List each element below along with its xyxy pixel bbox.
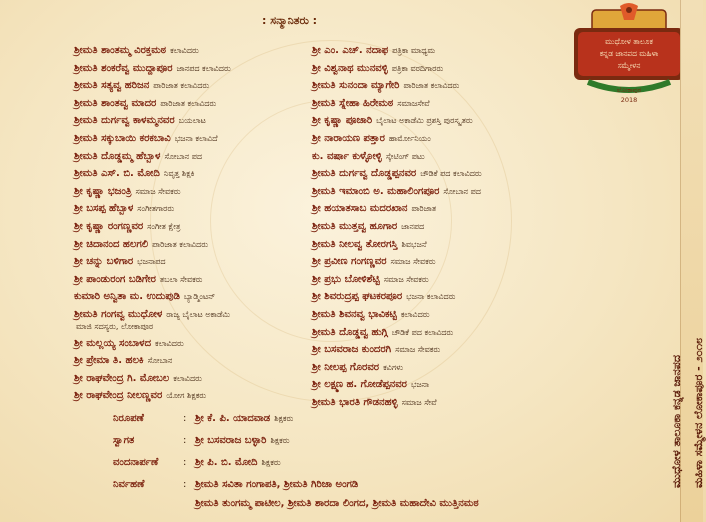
honoree-role: ಸಮಾಜ ಸೇವಕರು (390, 257, 436, 267)
honoree-row (312, 285, 482, 303)
honoree-role: ಕಲಾವಿದರು (155, 338, 184, 348)
honoree-row (74, 162, 231, 180)
honoree-row (312, 57, 482, 75)
honoree-name: ಶ್ರೀಮತಿ ಶಿವನವ್ವ ಭಾವಿಕಟ್ಟಿ (312, 308, 397, 320)
honoree-role: ಪಾರಿಜಾತ ಕಲಾವಿದರು (152, 239, 208, 249)
honoree-name: ಶ್ರೀಮತಿ ಸಕ್ಕುಬಾಯಿ ಕರಕಬಾವಿ (74, 132, 171, 144)
honoree-name: ಶ್ರೀ ಪ್ರಭು ಬೋಳಿಶೆಟ್ಟಿ (312, 273, 380, 285)
honoree-name: ಶ್ರೀಮತಿ ಸತ್ಯವ್ವ ಹರಿಜನ (74, 80, 150, 92)
honoree-name: ಶ್ರೀ ಚಿದಾನಂದ ಹಲಗಲಿ (74, 238, 149, 250)
honoree-row (74, 285, 231, 303)
honoree-row (312, 233, 482, 251)
festival-logo (568, 2, 690, 112)
organizers-label: ನಿರ್ವಹಣೆ (113, 479, 145, 490)
honorees-left-column (74, 39, 231, 402)
honoree-name: ಶ್ರೀ ಕೃಷ್ಣಾ ಪೂಜಾರಿ (312, 115, 373, 127)
honoree-name: ಶ್ರೀಮತಿ ಎಸ್. ಬಿ. ಮೋದಿ (74, 168, 160, 180)
honoree-row (74, 74, 231, 92)
honoree-role: ಹಾರ್ಮೋನಿಯಂ (388, 133, 431, 143)
honoree-name: ಶ್ರೀ ನಾರಾಯಣ ಪತ್ತಾರ (312, 132, 385, 144)
honoree-name: ಶ್ರೀ ರಾಘವೇಂದ್ರ ಗಿ. ಮೋಬಲ (74, 372, 170, 384)
honoree-name: ಶ್ರೀಮತಿ ಸ್ನೇಹಾ ಹಿರೇಮಠ (312, 97, 394, 109)
honoree-row (74, 303, 231, 321)
credit-label: ವಂದನಾರ್ಪಣೆ (113, 457, 159, 468)
honoree-role-extra: ಮಾಜಿ ಸದಸ್ಯರು, ಲೋಕಾಪೂರ (76, 321, 154, 331)
honoree-name: ಶ್ರೀ ಕೃಷ್ಣಾ ಭಜಂತ್ರಿ (74, 185, 132, 197)
credit-label: ಸ್ವಾಗತ (113, 435, 135, 446)
logo-line-4: ಲೋಕಾಪುರ (616, 86, 642, 94)
honoree-role: ಚೌಡಿಕೆ ಪದ ಕಲಾವಿದರು (420, 169, 482, 179)
honoree-name: ಕು. ವರ್ಷಾ ಕುಳ್ಳೋಳ್ಳಿ (312, 150, 382, 162)
honoree-row (74, 197, 231, 215)
honoree-role: ಕಲಾವಿದರು (170, 46, 199, 55)
honoree-name: ಶ್ರೀಮತಿ ದುರ್ಗವ್ವ ದೊಡ್ಡಪ್ಪನವರ (312, 168, 417, 180)
honoree-row (74, 180, 231, 198)
credit-role: ಶಿಕ್ಷಕರು (261, 458, 281, 467)
honoree-row (312, 197, 482, 215)
honoree-row (312, 180, 482, 198)
honoree-row (312, 145, 482, 163)
honoree-name: ಶ್ರೀ ಲಕ್ಷ್ಮಣ ಹ. ಗೋಡೆಪ್ಪನವರ (312, 379, 407, 391)
honoree-name: ಶ್ರೀ ರಾಘವೇಂದ್ರ ನೀಲಣ್ಣವರ (74, 390, 163, 402)
honoree-name: ಶ್ರೀ ವಿಶ್ವನಾಥ ಮುನವಳ್ಳಿ (312, 62, 388, 74)
honoree-row (74, 145, 231, 163)
credit-row: ವಂದನಾರ್ಪಣೆ : ಶ್ರೀ ಪಿ. ಬಿ. ಮೋದಿ ಶಿಕ್ಷಕರು (113, 449, 479, 471)
credit-name: ಶ್ರೀ ಕೆ. ಪಿ. ಯಾದವಾಡ (195, 413, 271, 424)
honoree-row (312, 356, 482, 374)
credit-row: ಸ್ವಾಗತ : ಶ್ರೀ ಬಸವರಾಜ ಬಳ್ಳಾರಿ ಶಿಕ್ಷಕರು (113, 427, 479, 449)
honoree-row (312, 338, 482, 356)
honoree-role: ಭಜನಾ ಕಲಾವಿದರು (406, 292, 456, 302)
honoree-name: ಶ್ರೀಮತಿ ಶಾಂತಮ್ಮ ವಿರಕ್ತಮಠ (74, 45, 167, 56)
honoree-name: ಶ್ರೀ ಬಸಪ್ಪ ಹೆಬ್ಬಾಳ (74, 203, 134, 215)
honoree-role: ಭಜನಾ ಕಲಾವಿದೆ (174, 133, 218, 143)
honoree-row (74, 57, 231, 75)
credit-label: ನಿರೂಪಣೆ (113, 413, 144, 424)
credit-name: ಶ್ರೀ ಬಸವರಾಜ ಬಳ್ಳಾರಿ (195, 435, 267, 446)
honoree-row (74, 92, 231, 110)
honoree-role: ಜಾನಪದ (401, 221, 425, 231)
honoree-row (312, 303, 482, 321)
credit-name: ಶ್ರೀ ಪಿ. ಬಿ. ಮೋದಿ (195, 457, 258, 468)
honoree-role: ಪಾರಿಜಾತ ಕಲಾವಿದರು (160, 98, 217, 108)
honoree-row (74, 349, 231, 367)
side-title-outer: ಮುಧೋಳ ತಾಲೂಕಾ ಕನ್ನಡ ಜಾನಪದ (670, 355, 683, 488)
honoree-name: ಶ್ರೀಮತಿ ಇಮಾಂಬಿ ಅ. ಮಹಾಲಿಂಗಪೂರ (312, 185, 440, 197)
organizers-line-1: ಶ್ರೀಮತಿ ಸವಿತಾ ಗಂಗಾಪತಿ, ಶ್ರೀಮತಿ ಗಿರಿಜಾ ಅಂಗಡಿ (195, 479, 359, 490)
honoree-row (312, 268, 482, 286)
honoree-role: ಸೋಬಾನ ಪದ (443, 186, 481, 196)
honoree-name: ಶ್ರೀಮತಿ ನೀಲವ್ವ ತೋರಗಸ್ತಿ (312, 238, 398, 250)
honoree-role: ಜಾನಪದ ಕಲಾವಿದರು (176, 63, 231, 73)
honoree-role: ಬ್ಯಾಡ್ಮಿಂಟನ್ (183, 292, 216, 302)
honoree-name: ಶ್ರೀ ಕೃಷ್ಣಾ ರಂಗಣ್ಣವರ (74, 220, 144, 232)
honoree-role: ಭಜನಾ (410, 380, 430, 390)
honoree-name: ಶ್ರೀಮತಿ ಸುನಂದಾ ಮ್ಯಾಗೇರಿ (312, 80, 400, 92)
logo-line-3: ಸಮ್ಮೇಳನ (617, 61, 641, 70)
honoree-row (312, 215, 482, 233)
honoree-role: ಕಲಾವಿದರು (400, 309, 430, 319)
honoree-name: ಶ್ರೀ ಪ್ರೇಮಾ ತಿ. ಹಲಕಿ (74, 355, 144, 367)
honoree-role: ನಿವೃತ್ತ ಶಿಕ್ಷಕಿ (163, 169, 195, 179)
honoree-row (312, 321, 482, 339)
honoree-role: ಪತ್ರಿಕಾ ವರದಿಗಾರರು (391, 63, 444, 73)
honoree-role: ರಾಜ್ಯ ಬೈಲಾಟ ಅಕಾಡೆಮಿ (166, 309, 231, 319)
honoree-name: ಶ್ರೀಮತಿ ಭಾರತಿ ಗೌಡನಹಳ್ಳಿ (312, 396, 398, 408)
honoree-name: ಶ್ರೀಮತಿ ದೊಡ್ಡವ್ವ ಹುಗ್ಗಿ (312, 326, 388, 338)
honoree-role: ಸಂಗೀತ ಕ್ಷೇತ್ರ (147, 221, 181, 231)
honoree-role: ಕಲಾವಿದರು (173, 373, 202, 383)
organizers-row: ನಿರ್ವಹಣೆ : ಶ್ರೀಮತಿ ಸವಿತಾ ಗಂಗಾಪತಿ, ಶ್ರೀಮತಿ ಗಿರಿಜಾ ಅಂಗಡಿ (113, 471, 479, 493)
honoree-name: ಶ್ರೀ ಮಲ್ಲಯ್ಯ ಸಂಬಾಳದ (74, 337, 152, 349)
honoree-role: ಶಿವಭಜನೆ (401, 239, 427, 249)
honoree-row (312, 162, 482, 180)
honoree-row (74, 215, 231, 233)
honoree-row (74, 109, 231, 127)
honoree-role: ಸಮಾಜ ಸೇವಕರು (135, 186, 181, 196)
honorees-heading: : ಸನ್ಮಾನಿತರು : (262, 14, 318, 27)
logo-line-2: ಕನ್ನಡ ಜಾನಪದ ಮಹಿಳಾ (599, 49, 659, 58)
honoree-role: ಯೋಗ ಶಿಕ್ಷಕರು (166, 391, 207, 401)
honoree-name: ಶ್ರೀಮತಿ ಗಂಗವ್ವ ಮುಧೋಳ (74, 308, 163, 320)
honoree-row (312, 109, 482, 127)
honoree-name: ಶ್ರೀಮತಿ ದುರ್ಗವ್ವ ಕಾಳಮ್ಮನವರ (74, 115, 175, 127)
honoree-role: ಕವಿಗಳು (383, 362, 404, 372)
honoree-role: ಬಯಲಾಟ (178, 116, 206, 126)
credit-role: ಶಿಕ್ಷಕರು (274, 414, 294, 423)
honoree-name: ಶ್ರೀಮತಿ ಮುತ್ತವ್ವ ಹೂಗಾರ (312, 220, 398, 232)
organizers-line-2: ಶ್ರೀಮತಿ ತುಂಗಮ್ಮ ಪಾಟೀಲ, ಶ್ರೀಮತಿ ಶಾರದಾ ಲಿಂಗದ, ಶ್ರೀಮತಿ ಮಹಾದೇವಿ ಮುತ್ತಿನಮಠ (195, 498, 479, 509)
logo-line-1: ಮುಧೋಳ ತಾಲೂಕ (605, 37, 653, 46)
honoree-row (74, 39, 231, 57)
honoree-name: ಶ್ರೀಮತಿ ದೊಡ್ಡಮ್ಮ ಹೆಬ್ಬಾಳ (74, 150, 161, 162)
honoree-role: ತಬಲಾ ಸೇವಕರು (159, 274, 203, 284)
honoree-role: ಸಮಾಜ ಸೇವಕರು (395, 345, 441, 355)
honoree-row (74, 367, 231, 385)
honoree-row (74, 233, 231, 251)
logo-year: 2018 (620, 96, 638, 104)
honoree-role: ಭಜನಾಪದ (137, 257, 166, 267)
honoree-role: ಸೋಬಾನ ಪದ (164, 151, 203, 161)
honoree-row (312, 92, 482, 110)
honoree-role: ಚೌಡಿಕೆ ಪದ ಕಲಾವಿದರು (391, 327, 454, 337)
honoree-role: ಸೋಬಾನ (147, 356, 173, 366)
honoree-role: ಸಮಾಜ ಸೇವಕರು (383, 274, 429, 284)
honoree-name: ಶ್ರೀಮತಿ ಶಾಂತವ್ವ ಮಾದರ (74, 97, 157, 109)
honoree-name: ಶ್ರೀ ಹಯಾತಸಾಬ ಮದರಖಾನ (312, 203, 408, 215)
credit-row: ನಿರೂಪಣೆ : ಶ್ರೀ ಕೆ. ಪಿ. ಯಾದವಾಡ ಶಿಕ್ಷಕರು (113, 405, 479, 427)
credits-section (113, 405, 479, 509)
honoree-row (74, 127, 231, 145)
honoree-role: ಪತ್ರಿಕಾ ಮಾಧ್ಯಮ (392, 46, 436, 55)
honoree-name: ಶ್ರೀಮತಿ ಶಂಕರೆವ್ವ ಮುದ್ದಾಪೂರ (74, 62, 173, 74)
honoree-role: ಸಮಾಜ ಸೇವೆ (401, 397, 437, 407)
honoree-row (312, 127, 482, 145)
honoree-row (74, 250, 231, 268)
honoree-name: ಕುಮಾರಿ ಅನ್ವಿತಾ ಮ. ಉದುಪುಡಿ (74, 291, 180, 303)
honoree-row (74, 384, 231, 402)
credit-role: ಶಿಕ್ಷಕರು (270, 436, 290, 445)
honoree-row (312, 39, 482, 57)
honoree-role: ಪಾರಿಜಾತ ಕಲಾವಿದರು (153, 81, 210, 91)
honoree-role: ಸಂಗೀತಗಾರರು (137, 204, 175, 214)
honoree-name: ಶ್ರೀ ಬಸವರಾಜ ಕುಂದರಗಿ (312, 344, 392, 356)
honoree-role: ಪಾರಿಜಾತ ಕಲಾವಿದರು (403, 81, 460, 91)
honoree-name: ಶ್ರೀ ನೀಲಪ್ಪ ಗೊರವರ (312, 361, 380, 373)
honoree-row (312, 250, 482, 268)
honoree-row (74, 332, 231, 350)
honoree-row (74, 268, 231, 286)
honorees-right-column (312, 39, 482, 408)
honoree-row (312, 74, 482, 92)
honoree-role: ಸ್ಕೇಟಿಂಗ್ ಪಟು (385, 151, 425, 161)
honoree-role: ಸಮಾಜಸೇವೆ (397, 98, 430, 108)
honoree-role: ಪಾರಿಜಾತ (411, 204, 437, 214)
honoree-name: ಶ್ರೀ ಪ್ರವೀಣ ಗಂಗಣ್ಣವರ (312, 256, 387, 268)
honoree-name: ಶ್ರೀ ಶಿವರುದ್ರಪ್ಪ ಘಟಕರಪೂರ (312, 291, 403, 303)
honoree-name: ಶ್ರೀ ಪಾಂಡುರಂಗ ಬಡಿಗೇರ (74, 273, 156, 285)
honoree-name: ಶ್ರೀ ಚನ್ನು ಬಳಿಗಾರ (74, 256, 134, 268)
honoree-row (312, 373, 482, 391)
honoree-role: ಬೈಲಾಟ ಅಕಾಡೆಮಿ ಪ್ರಶಸ್ತಿ ಪುರಸ್ಕೃತರು (376, 116, 473, 126)
honoree-name: ಶ್ರೀ ಎಂ. ಎಚ್. ನದಾಫ (312, 45, 389, 56)
side-title-inner: ಮಹಿಳಾ ಸಮ್ಮೇಳನ ಲೋಕಾಪೂರ - ೨೦೧೮ (692, 337, 705, 488)
